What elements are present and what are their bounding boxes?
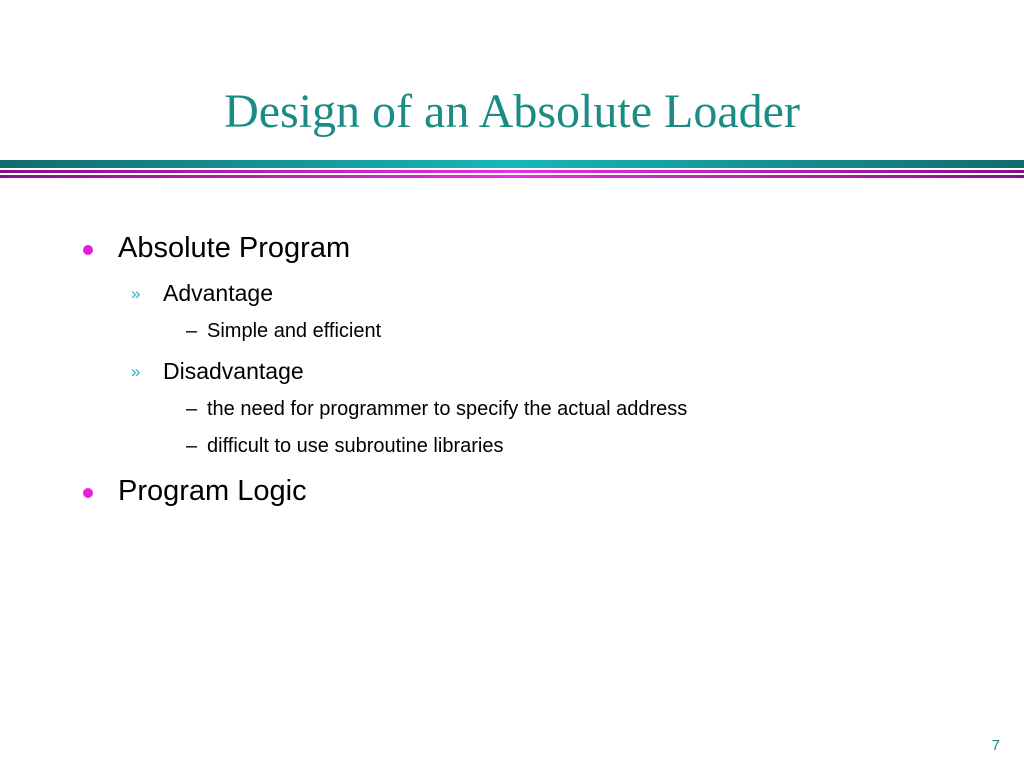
dash-bullet-icon: – bbox=[186, 435, 198, 457]
title-underline-magenta-upper bbox=[0, 170, 1024, 173]
bullet-item-absolute-program: Absolute Program bbox=[118, 232, 351, 264]
bullet-item-subroutine-libraries: difficult to use subroutine libraries bbox=[207, 435, 504, 457]
bullet-dot-icon bbox=[83, 245, 93, 255]
dash-bullet-icon: – bbox=[186, 398, 198, 420]
slide-title: Design of an Absolute Loader bbox=[224, 85, 800, 138]
page-number: 7 bbox=[991, 737, 1000, 754]
bullet-item-simple-and-efficient: Simple and efficient bbox=[207, 320, 382, 342]
raquo-bullet-icon: » bbox=[131, 362, 141, 381]
raquo-bullet-icon: » bbox=[131, 284, 141, 303]
bullet-dot-icon bbox=[83, 488, 93, 498]
bullet-item-disadvantage: Disadvantage bbox=[163, 358, 304, 384]
bullet-item-advantage: Advantage bbox=[163, 280, 273, 306]
bullet-item-specify-address: the need for programmer to specify the actual address bbox=[207, 398, 688, 420]
title-underline-magenta-lower bbox=[0, 175, 1024, 178]
dash-bullet-icon: – bbox=[186, 320, 198, 342]
bullet-item-program-logic: Program Logic bbox=[118, 475, 307, 507]
title-underline-teal bbox=[0, 160, 1024, 168]
